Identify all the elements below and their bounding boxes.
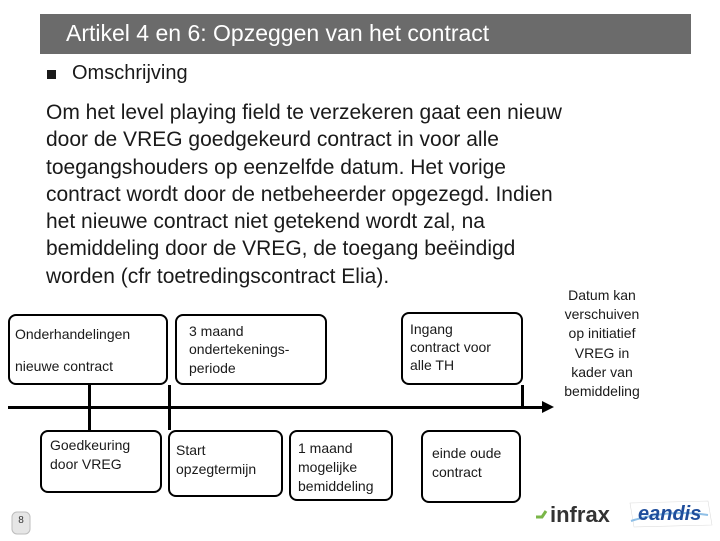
box-label: Onderhandelingen [15,326,131,342]
body-line: door de VREG goedgekeurd contract in voor alle [46,128,499,152]
box-label: periode [189,360,236,376]
box-label: 3 maand [189,323,244,339]
side-note-line: verschuiven [564,306,640,323]
box-label: opzegtermijn [176,461,257,477]
box-label: Goedkeuring [50,437,131,453]
connector-tick [88,406,91,430]
side-note-line: bemiddeling [564,383,640,400]
body-line: contract wordt door de netbeheerder opgezegd. Indien [46,182,553,206]
box-label: mogelijke [298,459,358,475]
box-label: bemiddeling [298,478,374,494]
page-number-badge [6,508,36,536]
connector-tick [168,406,171,430]
body-line: Om het level playing field te verzekeren gaat een nieuw [46,101,562,124]
eandis-logo-text: eandis [638,503,702,525]
body-paragraph [46,99,696,290]
box-label: nieuwe contract [15,358,114,374]
side-note-line: Datum kan [568,287,636,303]
box-label: 1 maand [298,440,353,456]
side-note [552,286,652,401]
eandis-logo [628,499,714,529]
body-line: bemiddeling door de VREG, de toegang beëindigd [46,237,516,261]
body-line: worden (cfr toetredingscontract Elia). [46,264,390,288]
box-label: einde oude [432,445,502,461]
connector-tick [521,385,524,409]
box-label: ondertekenings- [189,341,290,357]
body-line: het nieuwe contract niet getekend wordt zal, na [46,210,485,234]
bullet-square-icon [47,70,56,79]
box-label: door VREG [50,456,122,472]
slide-title: Artikel 4 en 6: Opzeggen van het contract [66,20,490,46]
infrax-logo-icon [534,501,620,527]
box-label: Ingang [410,321,453,337]
infrax-logo [534,501,620,527]
timeline-arrow-icon [542,401,554,413]
body-line: toegangshouders op eenzelfde datum. Het vorige [46,155,506,179]
side-note-line: kader van [571,363,633,380]
box-label: Start [176,442,206,458]
box-label: alle TH [410,357,455,373]
eandis-logo-icon [628,499,714,529]
bullet-heading: Omschrijving [72,62,188,84]
infrax-logo-text: infrax [550,502,610,527]
box-label: contract [432,464,482,480]
box-label: contract voor [410,339,491,355]
side-note-line: op initiatief [568,325,636,342]
side-note-line: VREG in [574,344,630,361]
page-number: 8 [18,515,24,526]
